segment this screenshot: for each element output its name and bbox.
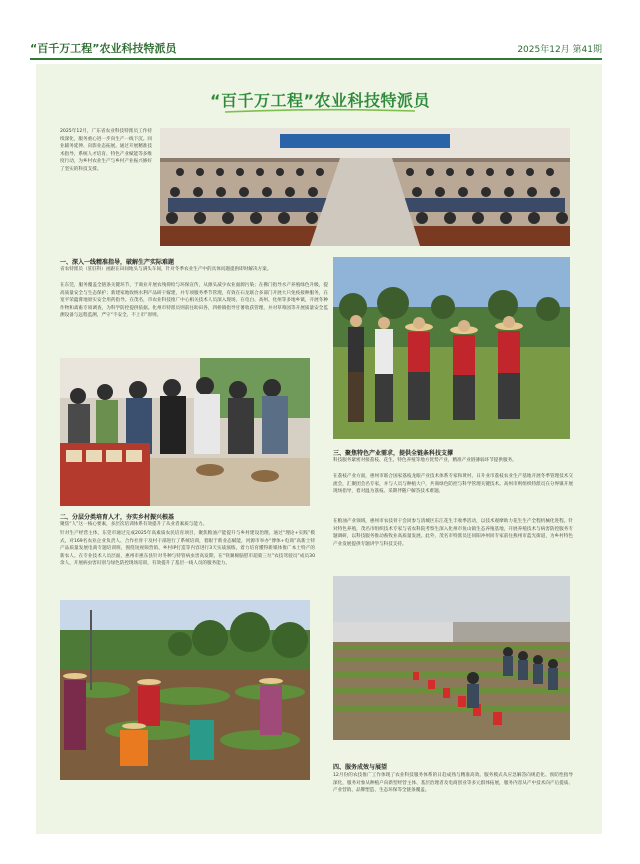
section3-p3: 在粮油产业领域，惠州市农技骨干会同参与清城区东江花生丰收季活动，以技术观摩助力花生生产全程机械化进程。针对特色养殖，茂名市组织技术专家与省农科院考察生深入化州市鱼山镇生态养殖基地，开展养殖技术与病害防控服务专题调研，以科技服务推动畜牧业高质量发展。此外，茂名市特派员还同阳冲州同专家前往燕州市蓝光街道，为乡村特色产业发展提供专题讲学与科技支持。 bbox=[333, 519, 573, 547]
title-swoosh bbox=[225, 108, 415, 114]
section1-heading: 一、深入一线精准指导，破解生产实际难题 bbox=[60, 259, 175, 266]
sweet-potato-field-photo bbox=[60, 600, 310, 780]
section2-heading: 二、分层分类培育人才，夯实乡村振兴根基 bbox=[60, 514, 175, 521]
header-issue: 2025年12月 第41期 bbox=[517, 45, 602, 55]
training-group-photo bbox=[60, 358, 310, 506]
section2-p1: 聚焦“人”这一核心要素，多层次培训体系有效提升了从业者素质与能力。 bbox=[60, 522, 208, 527]
page-header bbox=[30, 40, 602, 60]
main-title: “百千万工程”农业科技特派员 bbox=[209, 91, 431, 110]
section3-p1: 科技服务紧密对接荔枝、花生、特色养殖等地方优势产业，精准产业链薄弱环节提供服务。 bbox=[333, 458, 517, 463]
section4-p1: 12月份的农技推广工作体现了农业科技服务体系的日趋成熟与精准高效。服务模式从应急解答向规范化、预防性指导深化，服务对象从种植户向新型经营主体、基层治理者及电商创业等多元群体拓展，服务内容从产中技术向产后提质、产业营销、品牌塑造、生态环保等全链条覆盖。 bbox=[333, 773, 573, 794]
greenhouse-farm-photo bbox=[333, 576, 570, 740]
section3-heading: 三、聚焦特色产业需求，提供全链条科技支撑 bbox=[333, 450, 454, 457]
section2-p2: 针对生产经营主体，东莞市通过完成2025年高素质农民培育项目，聚焦粮油产能提升与乡村建设治理，通过“理论+实践”模式，对169名农业企业负责人、合作社骨干及村干部进行了系统培训，着眼于新业态赋能，河源市举办“博体+电商”高新土特产品质量发展电商专题培训班，围绕短视频营销、乡村IP打造等内容进行3天实战演练，着力培育懂得新媒体推广本土特产的新农人。在专业技术人员层面，惠州市惠东县针对冬种与特管病虫害高发期，在“铁翼棉脑慰市超骑三垃”农技驾驶员”成员30余人，开展病虫害识别与绿色防控现场培训，有效提升了基层一线人员的服务能力。 bbox=[60, 531, 315, 567]
header-rule bbox=[30, 58, 602, 60]
section3-p2: 在荔枝产业方面，惠州市联合国家荔枝龙眼产业技术体系专家和黄村、日升业市荔枝农业生产基地开展冬季管理技术交流会，汇聚团会名专家，并与人员与种植大户，共商绿色防控与科学管理关键技术。高州市则组织特派员在分界镇开展现场指导，着对温为荔枝、采期伴随户解答技术难题。 bbox=[333, 474, 573, 495]
section1-p1: 省农特派员（驻驻科）函跟在田间地头与满头车间，针对冬季农业生产中的具体问题提供即时解决方案。 bbox=[60, 267, 272, 272]
field-people-photo bbox=[333, 257, 570, 439]
section1-p2: 在东莞，服务覆盖全链条关键环节，于商业开展农残抑检与环保宣传，从源头减少农业面源污染；在佛门指导水产养殖绿色升级，提高质量安全与生态保护；新建家地收纳水利产品研干嫁建，并专项服务季节管理，有效在石龙联合多部门开展大只免疫接种服务，在宽平荣蕴膏地原实安全用药指导。在茂名，市农业科技推广中心相关技术人员深入现场，在电白、高州、化州等多地乡镇，开展冬种作物和禽畜专项调查，为科学防控提供依据。化州市特派员则前往助田各，四桥镇指导甘薯收获管理，并对草莓园等开展质量安全监测设备与远程监测，严守“不安全、不上市”原则。 bbox=[60, 283, 328, 319]
header-title: “百千万工程”农业科技特派员 bbox=[30, 42, 177, 55]
meeting-photo bbox=[160, 128, 570, 246]
section4-heading: 四、服务成效与展望 bbox=[333, 764, 388, 771]
intro-text: 2025年12月，广东省农业科技特派员工作持续深化，服务重心进一步向生产一线下沉。同业辅务延伸、向影业态拓展。通过开展精准技术指导、系统人才培育、特色产业赋能等多维度行动，为乡村农业生产与乡村产业振兴修好了坚实的科技支撑。 bbox=[60, 129, 152, 172]
